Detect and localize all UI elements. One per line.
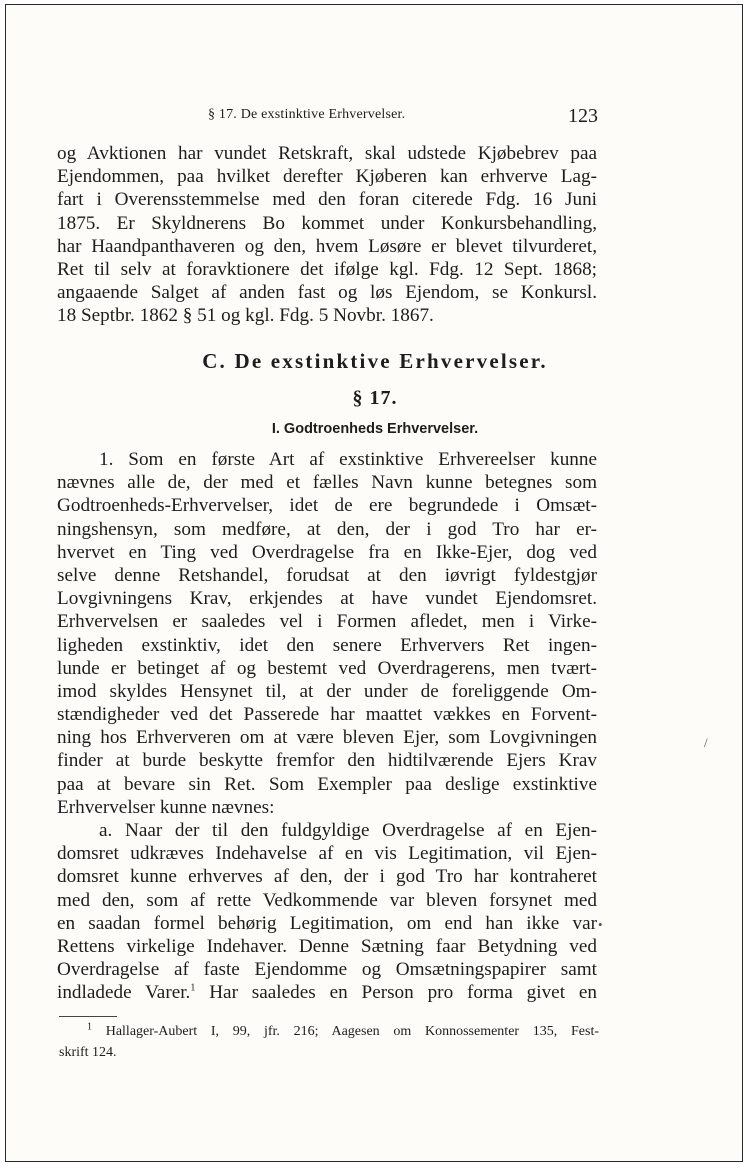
text-line: 18 Septbr. 1862 § 51 og kgl. Fdg. 5 Novbr. 1867. bbox=[57, 305, 434, 327]
footnote-text: Hallager-Aubert I, 99, jfr. 216; Aagesen om Konnossementer 135, Fest- bbox=[92, 1024, 599, 1039]
text-line: angaaende Salget af anden fast og løs Ejendom, se Konkursl. bbox=[57, 282, 597, 304]
text-line: domsret udkræves Indehavelse af en vis Legitimation, vil Ejen- bbox=[57, 843, 597, 865]
paragraph-continuation bbox=[57, 142, 597, 328]
text-line: ligheden exstinktiv, idet den senere Erhververs Ret ingen- bbox=[57, 634, 597, 656]
text-line: lunde er betinget af og bestemt ved Overdragerens, men tvært- bbox=[57, 657, 597, 679]
footnote bbox=[59, 1021, 599, 1063]
text-line: stændigheder ved det Passerede har maattet vækkes en Forvent- bbox=[57, 704, 597, 726]
text-line: hvervet en Ting ved Overdragelse fra en Ikke-Ejer, dog ved bbox=[57, 541, 597, 563]
footnote-line: skrift 124. bbox=[59, 1045, 117, 1060]
text-line-with-footnote-ref bbox=[57, 981, 597, 1004]
text-line: ningshensyn, som medføre, at den, der i god Tro har er- bbox=[57, 518, 597, 540]
margin-tick: / bbox=[704, 735, 708, 750]
margin-dot: • bbox=[598, 917, 603, 932]
main-body bbox=[57, 448, 597, 1005]
running-title: § 17. De exstinktive Erhvervelser. bbox=[208, 107, 406, 122]
section-number: § 17. bbox=[352, 387, 398, 409]
text-line: 1. Som en første Art af exstinktive Erhvereelser kunne bbox=[99, 449, 597, 470]
text-line: med den, som af rette Vedkommende var bleven forsynet med bbox=[57, 889, 597, 911]
text-line: selve denne Retshandel, forudsat at den iøvrigt fyldestgjør bbox=[57, 564, 597, 586]
text-line: Overdragelse af faste Ejendomme og Omsætningspapirer samt bbox=[57, 959, 597, 981]
text-line: Rettens virkelige Indehaver. Denne Sætning faar Betydning ved bbox=[57, 935, 597, 957]
text-line: ning hos Erhververen om at være bleven Ejer, som Lovgivningen bbox=[57, 727, 597, 749]
text-line: nævnes alle de, der med et fælles Navn kunne betegnes som bbox=[57, 472, 597, 494]
text-line: en saadan formel behørig Legitimation, om end han ikke var bbox=[57, 912, 597, 934]
text-line: og Avktionen har vundet Retskraft, skal udstede Kjøbebrev paa bbox=[57, 143, 597, 164]
text-line: a. Naar der til den fuldgyldige Overdragelse af en Ejen- bbox=[99, 820, 597, 841]
text-line: Ret til selv at foravktionere det ifølge kgl. Fdg. 12 Sept. 1868; bbox=[57, 258, 597, 280]
footnote-reference: 1 bbox=[190, 982, 196, 994]
text-line: Erhvervelser kunne nævnes: bbox=[57, 796, 275, 818]
subsection-heading: I. Godtroenheds Erhvervelser. bbox=[271, 421, 479, 437]
text-line: Ejendommen, paa hvilket derefter Kjøberen kan erhverve Lag- bbox=[57, 166, 597, 188]
running-header bbox=[58, 105, 598, 131]
footnote-divider bbox=[59, 1016, 117, 1017]
text-line: har Haandpanthaveren og den, hvem Løsøre er blevet tilvurderet, bbox=[57, 235, 597, 257]
footnote-marker: 1 bbox=[87, 1021, 92, 1033]
text-line: fart i Overensstemmelse med den foran citerede Fdg. 16 Juni bbox=[57, 189, 597, 211]
text-line: Erhvervelsen er saaledes vel i Formen afledet, men i Virke- bbox=[57, 611, 597, 633]
text-fragment: indladede Varer. bbox=[57, 982, 191, 1004]
page-number: 123 bbox=[568, 105, 598, 127]
text-line: paa at bevare sin Ret. Som Exempler paa deslige exstinktive bbox=[57, 773, 597, 795]
footnote-line bbox=[59, 1021, 599, 1042]
text-line: imod skyldes Hensynet til, at der under de foreliggende Om- bbox=[57, 680, 597, 702]
text-fragment: Har saaledes en Person pro forma givet en bbox=[195, 982, 597, 1004]
chapter-heading: C. De exstinktive Erhvervelser. bbox=[202, 349, 548, 373]
text-line: finder at burde beskytte fremfor den hidtilværende Ejers Krav bbox=[57, 750, 597, 772]
book-page bbox=[5, 4, 743, 1162]
text-line: 1875. Er Skyldnerens Bo kommet under Konkursbehandling, bbox=[57, 212, 597, 234]
text-line: domsret kunne erhverves af den, der i god Tro har kontraheret bbox=[57, 866, 597, 888]
text-line: Lovgivningens Krav, erkjendes at have vundet Ejendomsret. bbox=[57, 588, 597, 610]
text-line: Godtroenheds-Erhvervelser, idet de ere begrundede i Omsæt- bbox=[57, 495, 597, 517]
